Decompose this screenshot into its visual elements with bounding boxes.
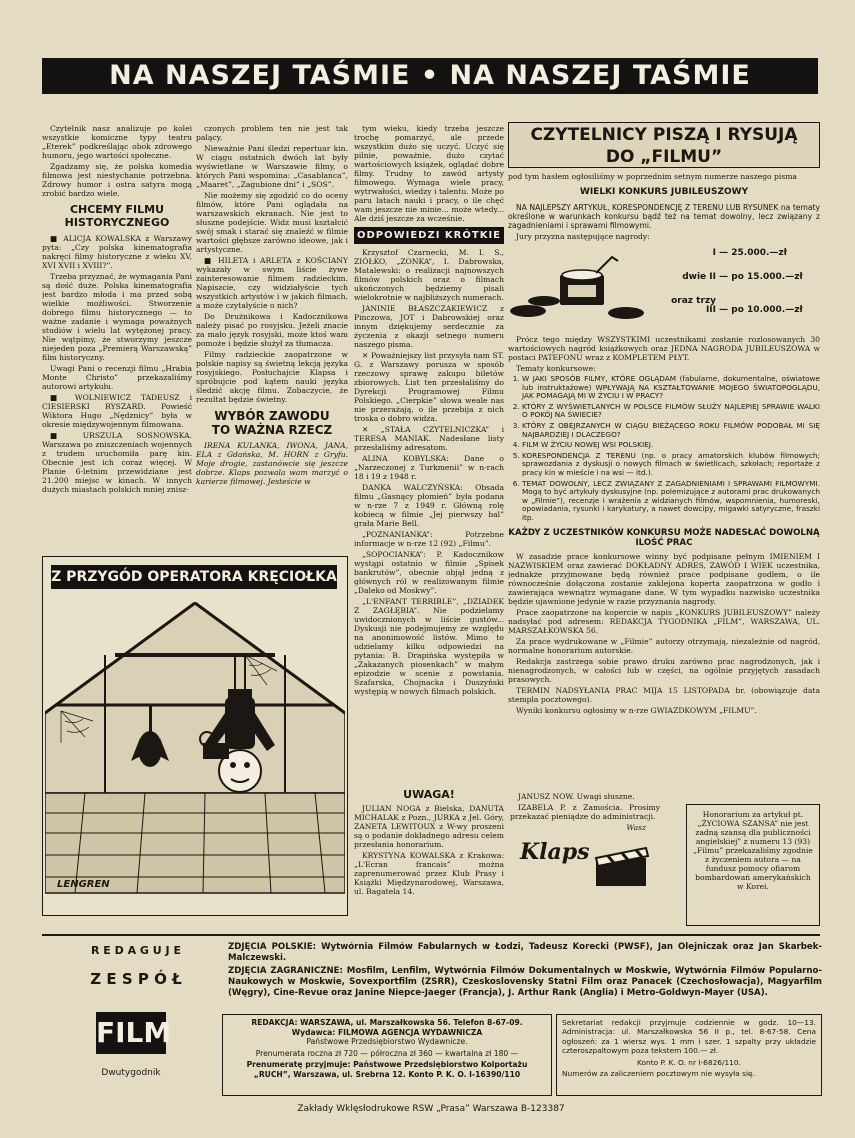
column-three-paragraph-1: tym wieku, kiedy trzeba jeszcze trochę pomarzyć, ale przede wszystkim dużo się uczyć. Uczyć się pilnie, poważnie, dużo czytać wartościowych książek, oglądać dobre filmy. Trudny to zawód artysty filmowego. Wymaga wiele pracy, wytrwałości, wiedzy i talentu. Może po paru latach nauki i pracy, o ile chęć wam jeszcze nie minie... może wtedy... Ale dziś jeszcze za wcześnie. — [354, 124, 504, 223]
contest-prize-area — [508, 243, 820, 331]
prize-label-3: oraz trzy III — [671, 296, 716, 315]
prize-dash-2: — — [719, 272, 732, 282]
footer-photos-pl-label: ZDJĘCIA POLSKIE: — [228, 942, 317, 952]
footer-secretariat-text: Sekretariat redakcji przyjmuje codziennie w godz. 10—13. Administracja: ul. Marszałkowska 56 II p., tel. 8-67-58. Cena ogłoszeń: za 1 wiersz wys. 1 mm i szer. 1 szpalty przy układzie czteroszpaltowym poza tekstem 100.— zł. — [562, 1018, 816, 1056]
topic-6: 6. TEMAT DOWOLNY, LECZ ZWIĄZANY Z ZAGADNIENIAMI I SPRAWAMI FILMOWYMI. Mogą to być artykuły dyskusyjne (np. polemizujące z autorami prac drukowanych w „Filmie”), recenzje i wrażenia z widzianych filmów, wspomnienia, humoreski, opowiadania, rysunki i karykatury, a nawet dowcipy, migawki satyryczne, fraszki itp. — [522, 480, 820, 523]
contest-banner-line2: DO „FILMU” — [605, 147, 723, 167]
footer-divider — [42, 934, 820, 936]
masthead — [42, 58, 818, 94]
answer-7: „POZNANIANKA”: Potrzebne informacje w n-rze 12 (92) „Filmu”. — [354, 530, 504, 548]
column-one-paragraph-1: ■ ALICJA KOWALSKA z Warszawy pyta: „Czy polska kinematografia nakręci filmy historyczne z wieku XV, XVI XVII i XVIII?”. — [42, 234, 192, 270]
column-one-intro-2: Zgadzamy się, że polska komedia filmowa jest niestychanie potrzebna. Zdrowy humor i ostra satyra mogą zrobić bardzo wiele. — [42, 162, 192, 198]
column-two-after: IRENA KULANKA, IWONA, JANA, ELA z Gdańska, M. HORN z Gryfu. Moje drogie, zastanówcie się jeszcze dobrze. Klaps pozwala wam marzyć o karierze filmowej. Jesteście w — [196, 441, 348, 486]
klaps-signature: Klaps — [520, 839, 590, 865]
answer-6: DANKA WALCZYŃSKA: Obsada filmu „Gasnący płomień” była podana w n-rze 7 z 1949 r. Główną rolę kobiecą w filmie „Jej pierwszy bal” grała Marie Bell. — [354, 483, 504, 528]
footer-photos-pl-text: Wytwórnia Filmów Fabularnych w Łodzi, Tadeusz Korecki (PWSF), Jan Olejniczak oraz Jan Skarbek-Malczewski. — [228, 942, 822, 963]
contest-rules: NA NAJLEPSZY ARTYKUŁ, KORESPONDENCJĘ Z TERENU LUB RYSUNEK na tematy określone w warunkach konkursu bądź też na temat dowolny, lecz związany z zagadnieniami i sprawami filmowymi. — [508, 203, 820, 230]
condition-6: Wyniki konkursu ogłosimy w n-rze GWIAZDKOWYM „FILMU”. — [516, 705, 757, 715]
column-one-heading: CHCEMY FILMU HISTORYCZNEGO — [64, 203, 170, 229]
column-one — [42, 124, 192, 544]
column-one-paragraph-2: Trzeba przyznać, że wymagania Pani są dość duże. Polska kinematografia jest bardzo młoda i ma przed sobą wielkie możliwości. Stworzenie dobrego filmu historycznego — to ważne zadanie i wymaga poważnych studiów i wielu lat wytężonej pracy. Nie wątpimy, że stworzymy jeszcze niejeden poza „Premierą Warszawską” film historyczny. — [42, 272, 192, 362]
footer-photos-foreign-text: Mosfilm, Lenfilm, Wytwórnia Filmów Dokumentalnych w Moskwie, Wytwórnia Filmów Popularno-Naukowych w Moskwie, Sovexportfilm (ZSRR), Czeskoslovensky Statni Film oraz Panacek (Czechosłowacja), Magyarfilm (Węgry), Cine-Revue oraz Janine Niepce-Jaeger (Francja), J. Arthur Rank (Anglia) i Metro-Goldwyn-Mayer (USA). — [228, 966, 822, 998]
answer-4: ✕ „STAŁA CZYTELNICZKA” i TERESA MANIAK. Nadesłane listy przesłaliśmy adresatom. — [354, 425, 504, 452]
prize-row-1 — [658, 249, 820, 258]
footer-secretariat — [556, 1014, 822, 1096]
prize-row-3 — [658, 297, 820, 315]
column-one-paragraph-3: Uwagi Pani o recenzji filmu „Hrabia Monte Christo” przekazaliśmy autorowi artykułu. — [42, 364, 192, 391]
column-two-paragraph-2: Nieważnie Pani śledzi repertuar kin. W ciągu ostatnich dwóch lat były wyświetlane w Warszawie filmy, o których Pani wspomina: „Casablanca”, „Maaret”, „Zagubione dni” i „SOS”. — [196, 144, 348, 189]
footer-price: Prenumerata roczna zł 720 — półroczna zł 360 — kwartalna zł 180 — — [255, 1048, 519, 1058]
contest-section — [508, 172, 820, 784]
answer-5: ALINA KOBYLSKA: Dane o „Narzeczonej z Turkmenii” w n-rach 18 i 19 z 1948 r. — [354, 454, 504, 481]
footer-redaguje: R E D A G U J E — [90, 944, 181, 957]
contest-topics-label: Tematy konkursowe: — [516, 364, 596, 373]
uwaga-paragraph-1: JULIAN NOGA z Bielska, DANUTA MICHALAK z Pozn., JURKA z Jel. Góry, ZANETA LEWITOUX z W-wy proszeni są o podanie dokładnego adresu celem przesłania honorarium. — [354, 804, 504, 849]
prize-value-3: po 10.000.—zł — [731, 305, 803, 315]
column-two-paragraph-3: Nie możemy się zgodzić co do oceny filmów, które Pani oglądała na warszawskich ekranach. Nie jest to słuszne podejście. Widz musi kształcić swój smak i starać się znaleźć w filmie wartości głębsze zarówno ideowe, jak i artystyczne. — [196, 191, 348, 254]
honorarium-text: Honorarium za artykuł pt. „ŻYCIOWA SZANSA” nie jest zadną szansą dla publiczności angielskiej” z numeru 13 (93) „Filmu” przekazaliśmy zgodnie z życzeniem autora — na fundusz pomocy ofiarom bombardowań amerykańskich w Korei. — [693, 810, 813, 891]
condition-3: Za prace wydrukowane w „Filmie” autorzy otrzymają, niezależnie od nagród, normalne honorarium autorskie. — [508, 636, 820, 655]
column-two-paragraph-6: Filmy radzieckie zaopatrzone w polskie napisy są świetną lekcją języka rosyjskiego. Posłuchajcie Klapsa i spróbujcie pod kątem nauki języka śledzić akcję filmu. Zobaczycie, że rezultat będzie świetny. — [196, 350, 348, 404]
contest-banner-line1: CZYTELNICY PISZĄ I RYSUJĄ — [530, 125, 798, 145]
column-three — [354, 124, 504, 784]
janusz-section — [510, 792, 660, 930]
footer-note: Numerów za zaliczeniem pocztowym nie wysyła się. — [562, 1069, 755, 1079]
honorarium-box — [686, 804, 820, 926]
janusz-line-2: IZABELA P. z Zamościa. Prosimy przekazać pieniądze do administracji. — [510, 803, 660, 821]
topic-2: 2. KTÓRY Z WYŚWIETLANYCH W POLSCE FILMÓW SŁUŻY NAJLEPIEJ SPRAWIE WALKI O POKÓJ NA ŚWIECIE? — [522, 403, 820, 420]
uwaga-section — [354, 788, 504, 928]
footer-logo-text: FILM — [96, 1016, 172, 1049]
contest-title: WIELKI KONKURS JUBILEUSZOWY — [579, 187, 749, 197]
footer-imprint — [222, 1014, 552, 1096]
footer-photos-pl — [228, 942, 822, 964]
condition-5: TERMIN NADSYŁANIA PRAC MIJA 15 LISTOPADA br. (obowiązuje data stempla pocztowego). — [508, 685, 820, 704]
column-one-intro-1: Czytelnik nasz analizuje po kolei wszystkie komiczne typy teatru „Eterek” podkreślając obok zdrowego humoru, jego wartości społeczne. — [42, 124, 192, 160]
klaps-signature-area — [510, 832, 660, 902]
condition-1: W zasadzie prace konkursowe winny być podpisane pełnym IMIENIEM I NAZWISKIEM oraz zawierać DOKŁADNY ADRES, ZAWÓD I WIEK uczestnika, jednakże przyjmowane będą również prace podpisane godłem, o ile równocześnie dołączona zostanie zaklejona koperta zaopatrzona w godło i zawierająca wewnątrz wymagane dane. W tym wypadku nazwisko uczestnika będzie ujawnione jedynie w razie przyznania nagrody. — [508, 551, 820, 606]
footer-printer: Zakłady Wklęsłodrukowe RSW „Prasa” Warszawa B-123387 — [297, 1104, 565, 1114]
comic-title: Z PRZYGÓD OPERATORA KRĘCIOŁKA — [51, 569, 337, 585]
janusz-line-1: JANUSZ NOW. Uwagi słuszne. — [518, 792, 635, 801]
comic-illustration — [45, 593, 345, 913]
prize-label-2: dwie II — [682, 272, 716, 282]
contest-heading-2: KAŻDY Z UCZESTNIKÓW KONKURSU MOŻE NADESŁAĆ DOWOLNĄ ILOŚĆ PRAC — [508, 527, 820, 548]
footer-photos-foreign — [228, 966, 822, 999]
answer-2: JANINIE BŁASZCZAKIEWICZ z Pinczowa, JOT i Dabrowskiej oraz innym dziękujemy serdecznie za życzenia z okazji setnego numeru naszego pisma. — [354, 304, 504, 349]
footer-subscriptions: Prenumeratę przyjmuje: Państwowe Przedsiębiorstwo Kolportażu „RUCH”, Warszawa, ul. Srebrna 12. Konto P. K. O. I-16390/110 — [246, 1060, 528, 1079]
topic-4: 4. FILM W ŻYCIU NOWEJ WSI POLSKIEJ. — [522, 441, 820, 450]
comic-box — [42, 556, 348, 916]
answer-8: „SOPOCIANKA”: P. Kadocznikow wystąpi ostatnio w filmie „Spisek bankrutów”, obecnie objął jedną z głównych ról w realizowanym filmie „Daleko od Moskwy”. — [354, 550, 504, 595]
column-two — [196, 124, 348, 544]
janusz-sign: Wasz — [626, 823, 646, 832]
footer-account: Konto P. K. O. nr I-6826/110. — [637, 1057, 741, 1067]
column-one-paragraph-4: ■ WOLNIEWICZ TADEUSZ i CIESIERSKI RYSZARD. Powieść Wiktora Hugo „Nędznicy” była w okresie międzywojennym filmowana. — [42, 393, 192, 429]
gramophone-icon — [508, 249, 648, 329]
contest-extra: Prócz tego między WSZYSTKIMI uczestnikami zostanie rozlosowanych 30 wartościowych nagród książkowych oraz JEDNA NAGRODA JUBILEUSZOWA w postaci PATEFONU wraz z KOMPLETEM PŁYT. — [508, 335, 820, 362]
comic-signature: LENGREN — [57, 879, 110, 890]
prize-dash-1: — — [719, 248, 732, 258]
column-two-heading: WYBÓR ZAWODU TO WAŻNA RZECZ — [211, 409, 333, 437]
footer-logo — [96, 1012, 172, 1054]
topic-5: 5. KORESPONDENCJA Z TERENU (np. o pracy amatorskich klubów filmowych; sprawozdania z dyskusji o nowych filmach w świetlicach, szkołach; reportaże z pracy kin w mieście i na wsi — itd.). — [522, 452, 820, 478]
column-two-paragraph-1: czonych problem ten nie jest tak palący. — [196, 124, 348, 142]
comic-title-bar — [51, 565, 337, 589]
contest-jury: Jury przyzna następujące nagrody: — [516, 232, 650, 241]
prize-dash-3: — — [719, 305, 732, 315]
contest-intro: pod tym hasłem ogłosiliśmy w poprzednim setnym numerze naszego pisma — [508, 172, 797, 181]
contest-topics — [508, 375, 820, 523]
topic-1: 1. W JAKI SPOSÓB FILMY, KTÓRE OGLĄDAM (fabularne, dokumentalne, oświatowe lub instruktażowe) WPŁYWAJĄ NA KSZTAŁTOWANIE MOJEGO ŚWIATOPOGLĄDU, JAK POMAGAJĄ MI W ŻYCIU I W PRACY? — [522, 375, 820, 401]
footer-editorial: REDAKCJA: WARSZAWA, ul. Marszałkowska 56. Telefon 8-67-09. — [251, 1018, 523, 1027]
answer-1: Krzysztof Czarnecki, M. I. S., ZIÓŁKO, „ZONKA”, I. Dabrowska, Matalewski: o realizacji najnowszych filmów polskich oraz o filmach ukończonych będziemy pisali wielokrotnie w najbliższych numerach. — [354, 248, 504, 302]
footer-zespol: Z E S P Ó Ł — [90, 970, 182, 988]
clapperboard-icon — [590, 840, 654, 890]
uwaga-paragraph-2: KRYSTYNA KOWALSKA z Krakowa: „L'Ecran francais” można zaprenumerować przez Klub Prasy i Książki Międzynarodowej, Warszawa, ul. Bagatela 14. — [354, 851, 504, 896]
footer-photos-foreign-label: ZDJĘCIA ZAGRANICZNE: — [228, 966, 343, 976]
footer-logo-sub: Dwutygodnik — [101, 1068, 161, 1078]
prize-value-1: 25.000.—zł — [731, 248, 788, 258]
column-two-paragraph-5: Do Drużnikowa i Kadocznikowa należy pisać po rosyjsku. Jeżeli znacie za mało język rosyjski, może ktoś wam pomoże i będzie służył za tłumacza. — [196, 312, 348, 348]
uwaga-heading: UWAGA! — [403, 788, 455, 801]
answer-9: „L'ENFANT TERRIBLE”, „DZIADEK Z ZAGŁĘBIA”. Nie podzielamy uwidocznionych w liście gustów... Dyskusji nie podejmujemy ze względu na anonimowość listów. Mimo to udzielamy kilku odpowiedzi na pytania: B. Drapińska występiła w „Zakazanych piosenkach” w małym epizodzie w scenie z powstania. Szafarska, Chojnacka i Duszyński występią w nowych filmach polskich. — [354, 597, 504, 696]
contest-banner — [508, 122, 820, 168]
condition-4: Redakcja zastrzega sobie prawo druku zarówno prac nagrodzonych, jak i nienagrodzonych, w całości lub w części, na ogólnie przyjętych zasadach prasowych. — [508, 656, 820, 684]
prize-row-2 — [658, 273, 820, 282]
column-three-heading: ODPOWIEDZI KRÓTKIE — [354, 227, 504, 244]
condition-2: Prace zaopatrzone na kopercie w napis „KONKURS JUBILEUSZOWY” należy nadsyłać pod adresem: REDAKCJA TYGODNIKA „FILM”, WARSZAWA, UL. MARSZAŁKOWSKA 56. — [508, 607, 820, 635]
topic-3: 3. KTÓRY Z OBEJRZANYCH W CIĄGU BIEŻĄCEGO ROKU FILMÓW PODOBAŁ MI SIĘ NAJBARDZIEJ I DLACZEGO? — [522, 422, 820, 439]
column-one-paragraph-5: ■ URSZULA SOSNOWSKA. Warszawa po zniszczeniach wojennych z trudem uruchomiła parę kin. Obecnie jest ich coraz więcej. W Planie 6-letnim przewidziane jest 21.200 miejsc w kinach. W innych dużych miastach polskich mniej znisz- — [42, 431, 192, 494]
column-two-paragraph-4: ■ HILETA i ARLETA z KOŚCIANY wykazały w swym liście żywe zainteresowanie filmem radzieckim. Napiszcie, czy widziałyście tych wszystkich artystów i w jakich filmach, a może czytałyście o nich? — [196, 256, 348, 310]
footer-photos — [228, 942, 822, 1008]
masthead-title: NA NASZEJ TAŚMIE • NA NASZEJ TAŚMIE — [109, 60, 751, 91]
prize-label-1: I — [712, 248, 716, 258]
footer-publisher-2: Państwowe Przedsiębiorstwo Wydawnicze. — [306, 1037, 468, 1047]
prize-value-2: po 15.000.—zł — [731, 272, 803, 282]
answer-3: ✕ Poważniejszy list przysyła nam ST. G. z Warszawy porusza w sposób rzeczowy sprawę zakupu biletów zbiorowych. List ten przesłaliśmy do Dyrekcji Programowej Filmu Polskiego. „Cierpkie” słowa weale nas nie przerażają, o ile przebija z nich troska o dobro widza. — [354, 351, 504, 423]
footer-publisher: Wydawca: FILMOWA AGENCJA WYDAWNICZA — [291, 1027, 483, 1037]
